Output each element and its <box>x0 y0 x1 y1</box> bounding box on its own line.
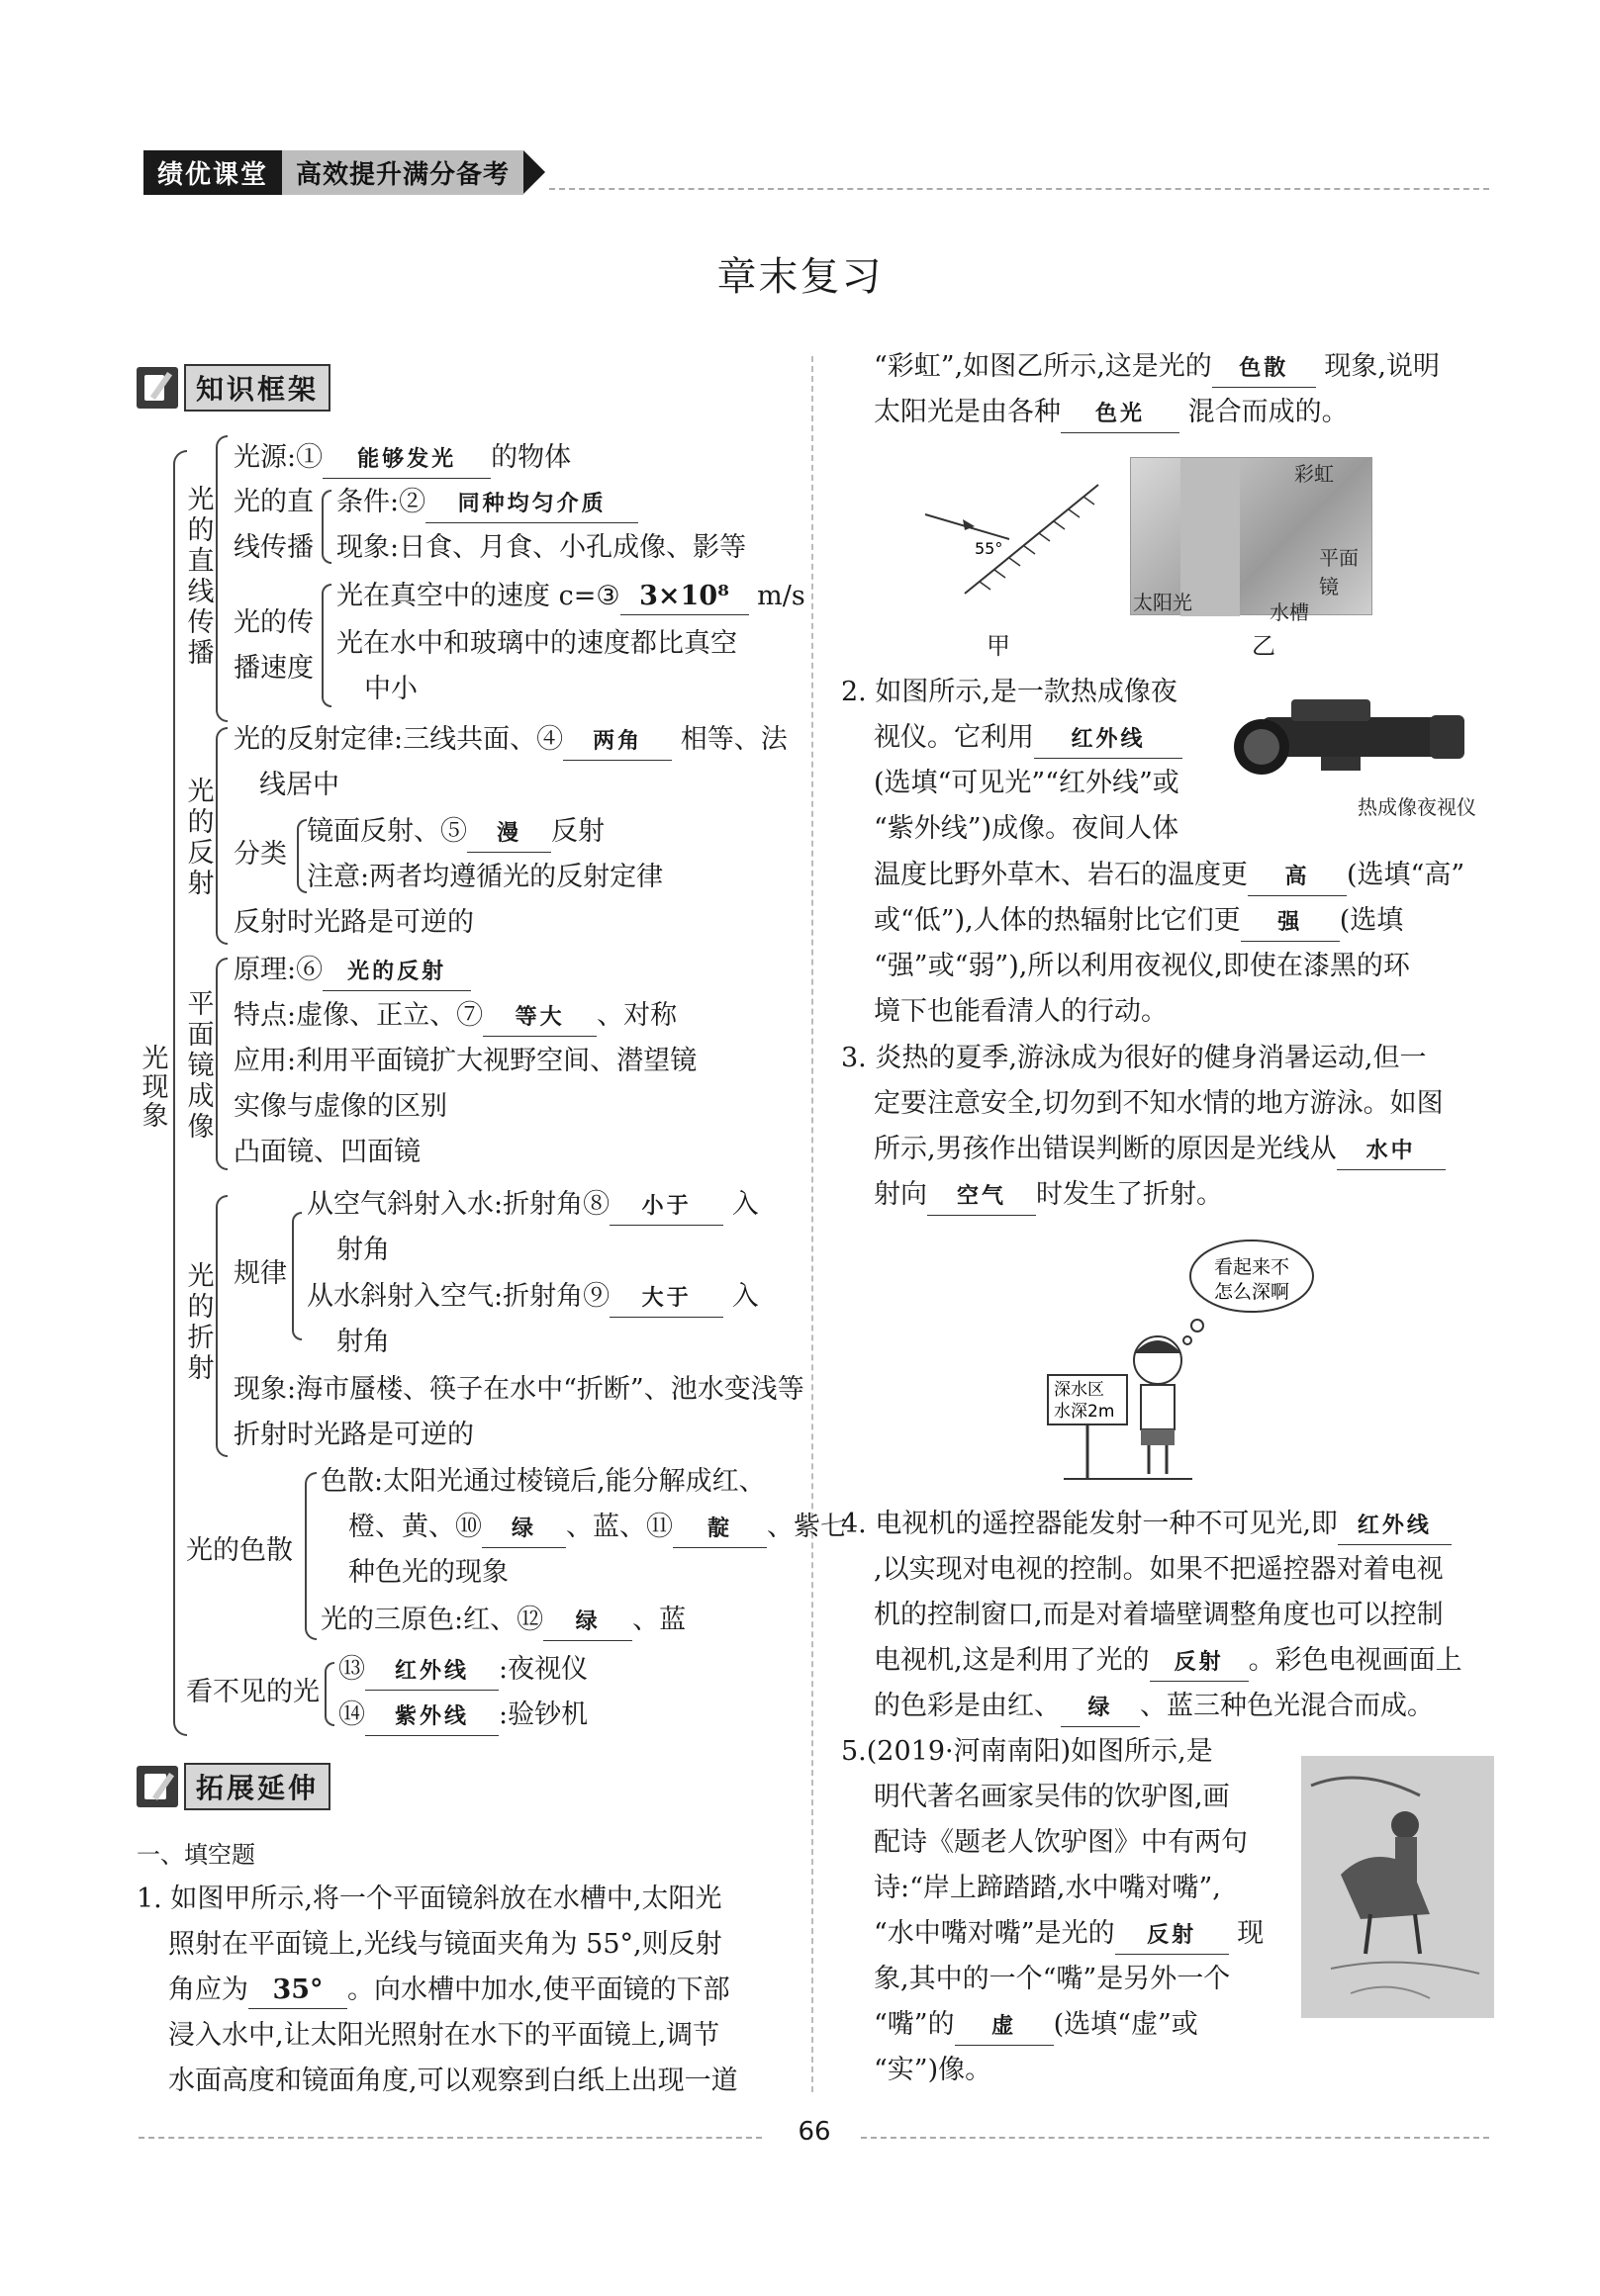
g4-r2-post: 入 <box>731 1281 759 1312</box>
g4-r2-pre: 从水斜射入空气:折射角⑨ <box>307 1281 611 1312</box>
night-vision-device-image <box>1232 688 1469 796</box>
q1-cont-line1 <box>874 344 1440 390</box>
q1-l3-post: 。向水槽中加水,使平面镜的下部 <box>347 1975 730 2005</box>
q1-c1-post: 现象,说明 <box>1324 351 1440 382</box>
boy-pool-illustration <box>1044 1237 1321 1484</box>
g5-d2 <box>348 1505 847 1550</box>
g2-c1 <box>307 809 605 855</box>
group4-brace <box>216 1195 228 1457</box>
group3-label: 平面镜成像 <box>187 989 215 1143</box>
g4-rule-brace <box>292 1212 302 1340</box>
q4-blank-green: 绿 <box>1061 1691 1140 1727</box>
q4-line5 <box>874 1684 1434 1729</box>
section-framework-label: 知识框架 <box>184 364 330 412</box>
q2-l6-post: (选填 <box>1339 905 1404 936</box>
root-label <box>137 1044 168 1137</box>
q1-line5: 水面高度和镜面角度,可以观察到白纸上出现一道 <box>168 2066 738 2096</box>
page-title: 章末复习 <box>716 254 884 300</box>
g5-d3: 种色光的现象 <box>348 1557 509 1588</box>
page-number: 66 <box>798 2117 831 2147</box>
g1-cond-pre: 条件:② <box>336 487 426 517</box>
g5-p-post: 、蓝 <box>632 1605 687 1635</box>
g2-c1-pre: 镜面反射、⑤ <box>307 816 467 847</box>
g4-r2b: 射角 <box>336 1327 390 1357</box>
angle-label: 55° <box>975 539 1003 558</box>
g4-phen: 现象:海市蜃楼、筷子在水中“折断”、池水变浅等 <box>234 1374 804 1405</box>
blank-9: 大于 <box>610 1281 723 1318</box>
blank-4: 两角 <box>563 724 672 761</box>
q1-line3 <box>168 1968 730 2013</box>
g4-r1 <box>307 1182 759 1228</box>
q1-line1: 1. 如图甲所示,将一个平面镜斜放在水槽中,太阳光 <box>137 1883 722 1914</box>
blank-2: 同种均匀介质 <box>425 487 638 523</box>
g1-water2: 中小 <box>364 674 418 704</box>
q4-line3: 机的控制窗口,而是对着墙壁调整角度也可以控制 <box>874 1600 1444 1630</box>
q2-l2-pre: 视仪。它利用 <box>874 722 1034 753</box>
question-type: 一、填空题 <box>137 1841 255 1869</box>
g2-rev: 反射时光路是可逆的 <box>234 907 474 938</box>
q2-line5 <box>874 853 1464 898</box>
g4-rule: 规律 <box>234 1258 287 1289</box>
sign-line2: 水深2m <box>1054 1402 1115 1422</box>
figure-jia-mirror <box>905 475 1103 613</box>
q1-c2-post: 混合而成的。 <box>1187 397 1349 427</box>
g3-cc: 凸面镜、凹面镜 <box>234 1137 421 1167</box>
figure-yi-photo <box>1130 457 1372 624</box>
g4-r1-pre: 从空气斜射入水:折射角⑧ <box>307 1189 611 1220</box>
q3-blank-air: 空气 <box>927 1179 1036 1216</box>
blank-1: 能够发光 <box>323 442 491 479</box>
q5-line6: 象,其中的一个“嘴”是另外一个 <box>874 1964 1231 1994</box>
q3-l4-post: 时发生了折射。 <box>1036 1179 1223 1210</box>
q5-line3: 配诗《题老人饮驴图》中有两句 <box>874 1827 1248 1858</box>
header-arrow-icon <box>523 150 545 194</box>
q2-blank-high: 高 <box>1248 860 1347 896</box>
q4-l4-post: 。彩色电视画面上 <box>1248 1645 1462 1676</box>
root-brace <box>173 450 187 1736</box>
q5-line8: “实”)像。 <box>874 2055 992 2085</box>
g3-real: 实像与虚像的区别 <box>234 1091 447 1122</box>
q5-line7 <box>874 2002 1198 2048</box>
blank-14: 紫外线 <box>365 1699 499 1736</box>
g1-sub2b: 播速度 <box>234 653 314 684</box>
q2-line3: (选填“可见光”“红外线”或 <box>874 768 1179 798</box>
g1-source-pre: 光源:① <box>234 442 324 473</box>
g1-speed <box>336 574 805 619</box>
group2-label: 光的反射 <box>187 777 215 899</box>
g2-c1-post: 反射 <box>551 816 605 847</box>
q2-blank-strong: 强 <box>1241 905 1340 942</box>
g4-r1-post: 入 <box>731 1189 759 1220</box>
q5-blank-virtual: 虚 <box>955 2009 1054 2046</box>
q3-l4-pre: 射向 <box>874 1179 927 1210</box>
notebook-icon <box>137 1766 178 1807</box>
q4-l1-pre: 4. 电视机的遥控器能发射一种不可见光,即 <box>841 1509 1338 1539</box>
group2-brace <box>216 727 228 945</box>
group3-brace <box>216 958 228 1170</box>
blank-10: 绿 <box>482 1512 566 1548</box>
q3-l3-pre: 所示,男孩作出错误判断的原因是光线从 <box>874 1134 1337 1164</box>
g6-i-post: :夜视仪 <box>499 1654 589 1685</box>
g3-f-post: 、对称 <box>597 1000 678 1031</box>
g6-u-post: :验钞机 <box>499 1699 589 1730</box>
g3-principle <box>234 948 471 993</box>
g6-ir <box>338 1647 588 1693</box>
g1-speed-pre: 光在真空中的速度 c=③ <box>336 581 620 611</box>
g6-uv <box>338 1693 588 1738</box>
g2-law2: 线居中 <box>259 770 339 800</box>
g1-phen: 现象:日食、月食、小孔成像、影等 <box>336 532 747 563</box>
q5-l7-post: (选填“虚”或 <box>1053 2009 1198 2040</box>
q3-line1: 3. 炎热的夏季,游泳成为很好的健身消暑运动,但一 <box>841 1043 1427 1073</box>
header-tag-black: 绩优课堂 <box>143 150 282 195</box>
blank-13: 红外线 <box>365 1654 499 1691</box>
g1-sub2-brace <box>322 584 331 707</box>
q1-line2: 照射在平面镜上,光线与镜面夹角为 55°,则反射 <box>168 1929 722 1960</box>
root-text: 光现象 <box>137 1044 168 1130</box>
g2-note: 注意:两者均遵循光的反射定律 <box>307 862 664 892</box>
header-divider <box>549 188 1489 190</box>
group1-label: 光的直线传播 <box>187 485 215 669</box>
q3-line3 <box>874 1127 1446 1172</box>
q4-l5-pre: 的色彩是由红、 <box>874 1691 1061 1721</box>
g3-feature <box>234 993 677 1039</box>
header-tag-grey: 高效提升满分备考 <box>282 150 523 195</box>
q5-l5-post: 现 <box>1237 1918 1265 1949</box>
q1-c1-pre: “彩虹”,如图乙所示,这是光的 <box>874 351 1212 382</box>
q1-blank-colors: 色光 <box>1061 397 1179 433</box>
q4-blank-reflect: 反射 <box>1150 1645 1249 1682</box>
group6-brace <box>325 1662 334 1726</box>
q3-line4 <box>874 1172 1223 1218</box>
g6-u-pre: ⑭ <box>338 1699 365 1730</box>
q1-line4: 浸入水中,让太阳光照射在水下的平面镜上,调节 <box>168 2020 720 2051</box>
g1-source <box>234 435 571 481</box>
g3-app: 应用:利用平面镜扩大视野空间、潜望镜 <box>234 1046 698 1076</box>
g1-sub1b: 线传播 <box>234 532 314 563</box>
q4-line4 <box>874 1638 1462 1684</box>
q4-line1 <box>841 1502 1452 1547</box>
q4-blank-ir: 红外线 <box>1338 1509 1452 1545</box>
blank-3: 3×10⁸ <box>620 579 749 615</box>
g1-speed-unit: m/s <box>757 581 805 611</box>
blank-8: 小于 <box>610 1189 723 1226</box>
q5-line4: 诗:“岸上蹄踏踏,水中嘴对嘴”, <box>874 1873 1221 1903</box>
q2-line6 <box>874 898 1403 944</box>
q2-line2 <box>874 715 1182 761</box>
label-sunlight: 太阳光 <box>1133 591 1192 614</box>
group5-brace <box>305 1472 317 1640</box>
pencil-note-icon <box>137 367 178 409</box>
g2-class-brace <box>297 819 307 893</box>
bubble-line2: 怎么深啊 <box>1214 1281 1290 1303</box>
q3-line2: 定要注意安全,切勿到不知水情的地方游泳。如图 <box>874 1088 1444 1119</box>
blank-11: 靛 <box>673 1512 767 1548</box>
g1-source-post: 的物体 <box>491 442 572 473</box>
q2-line8: 境下也能看清人的行动。 <box>874 996 1168 1027</box>
figure-yi-caption: 乙 <box>1252 632 1275 660</box>
g3-p-pre: 原理:⑥ <box>234 955 324 985</box>
q2-line4: “紫外线”)成像。夜间人体 <box>874 813 1179 844</box>
q5-l5-pre: “水中嘴对嘴”是光的 <box>874 1918 1115 1949</box>
night-vision-caption: 热成像夜视仪 <box>1358 795 1476 819</box>
q2-l5-post: (选填“高” <box>1347 860 1465 890</box>
label-mirror: 平面镜 <box>1319 546 1359 598</box>
g5-d2-pre: 橙、黄、⑩ <box>348 1512 482 1542</box>
label-rainbow: 彩虹 <box>1294 462 1334 486</box>
g1-sub1-brace <box>322 490 331 564</box>
g1-water: 光在水中和玻璃中的速度都比真空 <box>336 628 737 659</box>
donkey-painting-image <box>1301 1756 1494 2018</box>
g1-sub2a: 光的传 <box>234 607 314 638</box>
g5-d1: 色散:太阳光通过棱镜后,能分解成红、 <box>321 1466 766 1497</box>
g4-r2 <box>307 1274 759 1320</box>
g1-cond <box>336 480 638 525</box>
g3-f-pre: 特点:虚像、正立、⑦ <box>234 1000 484 1031</box>
g4-r1b: 射角 <box>336 1235 390 1265</box>
blank-6: 光的反射 <box>323 955 471 991</box>
g2-class: 分类 <box>234 839 287 870</box>
section-framework <box>137 364 330 412</box>
q2-l6-pre: 或“低”),人体的热辐射比它们更 <box>874 905 1241 936</box>
g5-primary <box>321 1598 686 1643</box>
q4-line2: ,以实现对电视的控制。如果不把遥控器对着电视 <box>874 1554 1444 1585</box>
blank-12: 绿 <box>543 1605 632 1641</box>
header-tag <box>143 150 545 194</box>
group5-label: 光的色散 <box>186 1535 293 1566</box>
column-divider <box>811 356 813 2092</box>
g1-sub1a: 光的直 <box>234 487 314 517</box>
g2-law-post: 相等、法 <box>680 724 788 755</box>
q2-line1: 2. 如图所示,是一款热成像夜 <box>841 677 1177 707</box>
section-extension-label: 拓展延伸 <box>184 1763 330 1810</box>
footer-divider-left <box>139 2137 762 2139</box>
q5-line1: 5.(2019·河南南阳)如图所示,是 <box>841 1736 1213 1767</box>
q5-line5 <box>874 1911 1264 1957</box>
g2-law <box>234 717 788 763</box>
q5-line2: 明代著名画家吴伟的饮驴图,画 <box>874 1782 1230 1812</box>
q5-l7-pre: “嘴”的 <box>874 2009 955 2040</box>
q2-blank-ir: 红外线 <box>1034 722 1182 759</box>
q1-c2-pre: 太阳光是由各种 <box>874 397 1061 427</box>
group1-brace <box>216 435 228 722</box>
section-extension <box>137 1763 330 1810</box>
g6-i-pre: ⑬ <box>338 1654 365 1685</box>
q1-blank-dispersion: 色散 <box>1212 351 1316 388</box>
group4-label: 光的折射 <box>187 1261 215 1384</box>
blank-5: 漫 <box>467 816 551 853</box>
blank-7: 等大 <box>483 1000 597 1037</box>
q2-l5-pre: 温度比野外草木、岩石的温度更 <box>874 860 1248 890</box>
g5-d2-mid: 、蓝、⑪ <box>566 1512 673 1542</box>
q4-l5-post: 、蓝三种色光混合而成。 <box>1140 1691 1434 1721</box>
bubble-line1: 看起来不 <box>1214 1256 1290 1278</box>
g5-p-pre: 光的三原色:红、⑫ <box>321 1605 544 1635</box>
q1-l3-pre: 角应为 <box>168 1975 248 2005</box>
sign-line1: 深水区 <box>1054 1380 1104 1400</box>
q4-l4-pre: 电视机,这是利用了光的 <box>874 1645 1150 1676</box>
group6-label: 看不见的光 <box>186 1677 320 1707</box>
q5-blank-reflect: 反射 <box>1115 1918 1229 1955</box>
figure-jia-caption: 甲 <box>987 632 1010 660</box>
g2-law-pre: 光的反射定律:三线共面、④ <box>234 724 564 755</box>
g5-d2-post: 、紫七 <box>767 1512 847 1542</box>
q1-blank-angle: 35° <box>248 1973 347 2009</box>
q2-line7: “强”或“弱”),所以利用夜视仪,即使在漆黑的环 <box>874 951 1410 981</box>
g4-rev: 折射时光路是可逆的 <box>234 1420 474 1450</box>
q3-blank-water: 水中 <box>1337 1134 1446 1170</box>
q1-cont-line2 <box>874 390 1349 435</box>
footer-divider-right <box>861 2137 1489 2139</box>
label-tank: 水槽 <box>1270 600 1309 624</box>
